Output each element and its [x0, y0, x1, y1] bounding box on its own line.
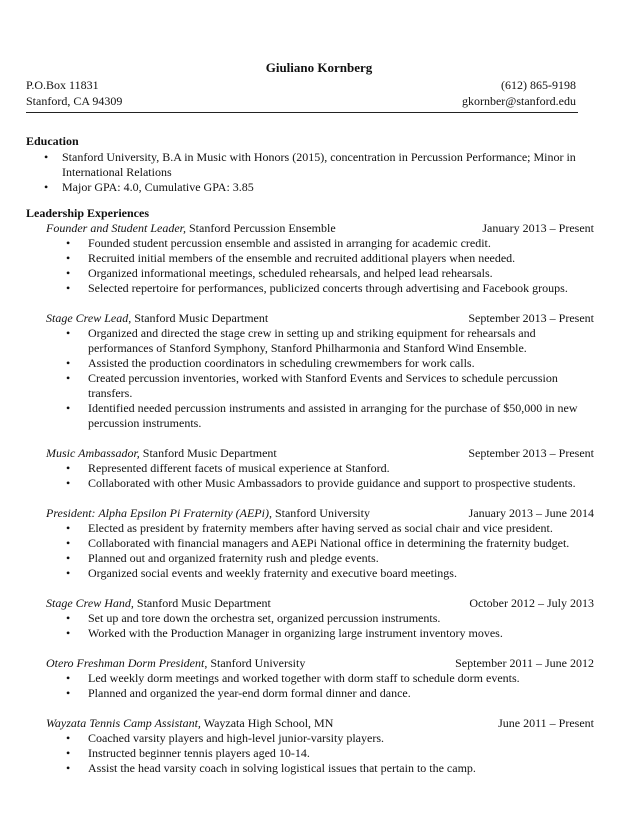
list-item: • Instructed beginner tennis players aged 10-14.: [66, 746, 310, 760]
bullet-icon: •: [66, 401, 71, 415]
list-item: • Planned and organized the year-end dorm formal dinner and dance.: [66, 686, 411, 700]
experience-header: [26, 506, 594, 521]
bullet-icon: •: [66, 746, 71, 760]
leadership-title: Leadership Experiences: [26, 206, 149, 220]
experience-dates: June 2011 – Present: [498, 716, 594, 730]
experience-bullets: [26, 521, 626, 581]
experience-bullets: [26, 236, 626, 296]
bullet-icon: •: [66, 551, 71, 565]
contact-row-2: [26, 94, 576, 110]
experience-dates: January 2013 – June 2014: [468, 506, 594, 520]
list-item: • Represented different facets of musical experience at Stanford.: [66, 461, 390, 475]
experience-entry: [26, 311, 626, 431]
experience-bullets: [26, 611, 626, 641]
list-item: • Organized and directed the stage crew in setting up and striking equipment for rehearsals and performances of Stanford Symphony, Stanford Philharmonia and Stanford Wind Ensemble.: [66, 326, 536, 355]
bullet-icon: •: [66, 266, 71, 280]
bullet-icon: •: [66, 326, 71, 340]
bullet-icon: •: [66, 536, 71, 550]
experience-header: [26, 446, 594, 461]
contact-row-1: [26, 78, 576, 94]
list-item: • Set up and tore down the orchestra set, organized percussion instruments.: [66, 611, 441, 625]
resume-name: Giuliano Kornberg: [265, 60, 373, 75]
list-item: • Stanford University, B.A in Music with Honors (2015), concentration in Percussion Performance; Minor in International Relations: [44, 150, 576, 179]
list-item: • Organized social events and weekly fraternity and executive board meetings.: [66, 566, 457, 580]
bullet-icon: •: [66, 236, 71, 250]
list-item: • Elected as president by fraternity members after having served as social chair and vice president.: [66, 521, 553, 535]
list-item: • Collaborated with other Music Ambassadors to provide guidance and support to prospective students.: [66, 476, 576, 490]
education-title: Education: [26, 134, 79, 148]
list-item: • Major GPA: 4.0, Cumulative GPA: 3.85: [44, 180, 254, 194]
experience-bullets: [26, 671, 626, 701]
bullet-icon: •: [66, 761, 71, 775]
experience-entry: [26, 221, 626, 296]
address-line-2: Stanford, CA 94309: [26, 94, 123, 108]
experience-title: [46, 506, 370, 521]
experience-entry: [26, 506, 626, 581]
experience-title: [46, 221, 336, 236]
list-item: • Created percussion inventories, worked with Stanford Events and Services to schedule percussion transfers.: [66, 371, 558, 400]
bullet-icon: •: [66, 626, 71, 640]
leadership-list: [26, 221, 626, 791]
phone-number: (612) 865-9198: [501, 78, 576, 92]
experience-role: President: Alpha Epsilon Pi Fraternity (AEPi): [46, 506, 269, 520]
experience-header: [26, 656, 594, 671]
bullet-icon: •: [66, 566, 71, 580]
experience-header: [26, 596, 594, 611]
list-item: • Recruited initial members of the ensemble and recruited additional players when needed.: [66, 251, 516, 265]
experience-org: Stanford Percussion Ensemble: [186, 221, 336, 235]
list-item: • Organized informational meetings, scheduled rehearsals, and helped lead rehearsals.: [66, 266, 493, 280]
experience-role: Stage Crew Lead: [46, 311, 129, 325]
bullet-icon: •: [44, 180, 49, 194]
header-divider: [26, 112, 578, 113]
bullet-icon: •: [66, 251, 71, 265]
experience-title: [46, 716, 333, 731]
bullet-icon: •: [66, 281, 71, 295]
bullet-icon: •: [66, 731, 71, 745]
experience-dates: September 2011 – June 2012: [455, 656, 594, 670]
experience-dates: October 2012 – July 2013: [469, 596, 594, 610]
experience-org: , Stanford University: [204, 656, 306, 670]
email-address: gkornber@stanford.edu: [461, 94, 576, 108]
bullet-icon: •: [66, 671, 71, 685]
list-item: • Founded student percussion ensemble and assisted in arranging for academic credit.: [66, 236, 491, 250]
list-item: • Identified needed percussion instruments and assisted in arranging for the purchase of $50,000 in new percussion instruments.: [66, 401, 578, 430]
experience-title: [46, 596, 271, 611]
list-item: • Assist the head varsity coach in solving logistical issues that pertain to the camp.: [66, 761, 476, 775]
list-item: • Assisted the production coordinators in scheduling crewmembers for work calls.: [66, 356, 475, 370]
list-item: • Coached varsity players and high-level junior-varsity players.: [66, 731, 385, 745]
experience-role: Otero Freshman Dorm President: [46, 656, 205, 670]
address-line-1: P.O.Box 11831: [26, 78, 99, 92]
bullet-icon: •: [66, 686, 71, 700]
experience-header: [26, 716, 594, 731]
list-item: • Led weekly dorm meetings and worked together with dorm staff to schedule dorm events.: [66, 671, 520, 685]
experience-org: , Stanford Music Department: [128, 311, 269, 325]
bullet-icon: •: [66, 521, 71, 535]
experience-role: Wayzata Tennis Camp Assistant,: [46, 716, 201, 730]
bullet-icon: •: [66, 356, 71, 370]
experience-org: , Stanford University: [268, 506, 370, 520]
experience-header: [26, 311, 594, 326]
experience-bullets: [26, 731, 626, 776]
experience-title: [46, 446, 277, 461]
experience-header: [26, 221, 594, 236]
education-list: [26, 150, 616, 195]
experience-bullets: [26, 461, 626, 491]
experience-dates: September 2013 – Present: [468, 311, 594, 325]
experience-role: Music Ambassador,: [46, 446, 140, 460]
experience-title: [46, 311, 268, 326]
experience-dates: January 2013 – Present: [482, 221, 594, 235]
experience-org: Wayzata High School, MN: [200, 716, 334, 730]
experience-entry: [26, 596, 626, 641]
bullet-icon: •: [66, 611, 71, 625]
experience-entry: [26, 716, 626, 776]
list-item: • Selected repertoire for performances, publicized concerts through advertising and Facebook groups.: [66, 281, 568, 295]
experience-org: Stanford Music Department: [139, 446, 277, 460]
experience-title: [46, 656, 305, 671]
list-item: • Collaborated with financial managers and AEPi National office in determining the fraternity budget.: [66, 536, 570, 550]
experience-entry: [26, 446, 626, 491]
bullet-icon: •: [66, 371, 71, 385]
bullet-icon: •: [66, 461, 71, 475]
experience-role: Stage Crew Hand,: [46, 596, 134, 610]
experience-dates: September 2013 – Present: [468, 446, 594, 460]
bullet-icon: •: [66, 476, 71, 490]
list-item: • Worked with the Production Manager in organizing large instrument inventory moves.: [66, 626, 503, 640]
experience-bullets: [26, 326, 626, 431]
experience-role: Founder and Student Leader,: [46, 221, 186, 235]
list-item: • Planned out and organized fraternity rush and pledge events.: [66, 551, 379, 565]
bullet-icon: •: [44, 150, 49, 164]
experience-entry: [26, 656, 626, 701]
experience-org: Stanford Music Department: [133, 596, 271, 610]
